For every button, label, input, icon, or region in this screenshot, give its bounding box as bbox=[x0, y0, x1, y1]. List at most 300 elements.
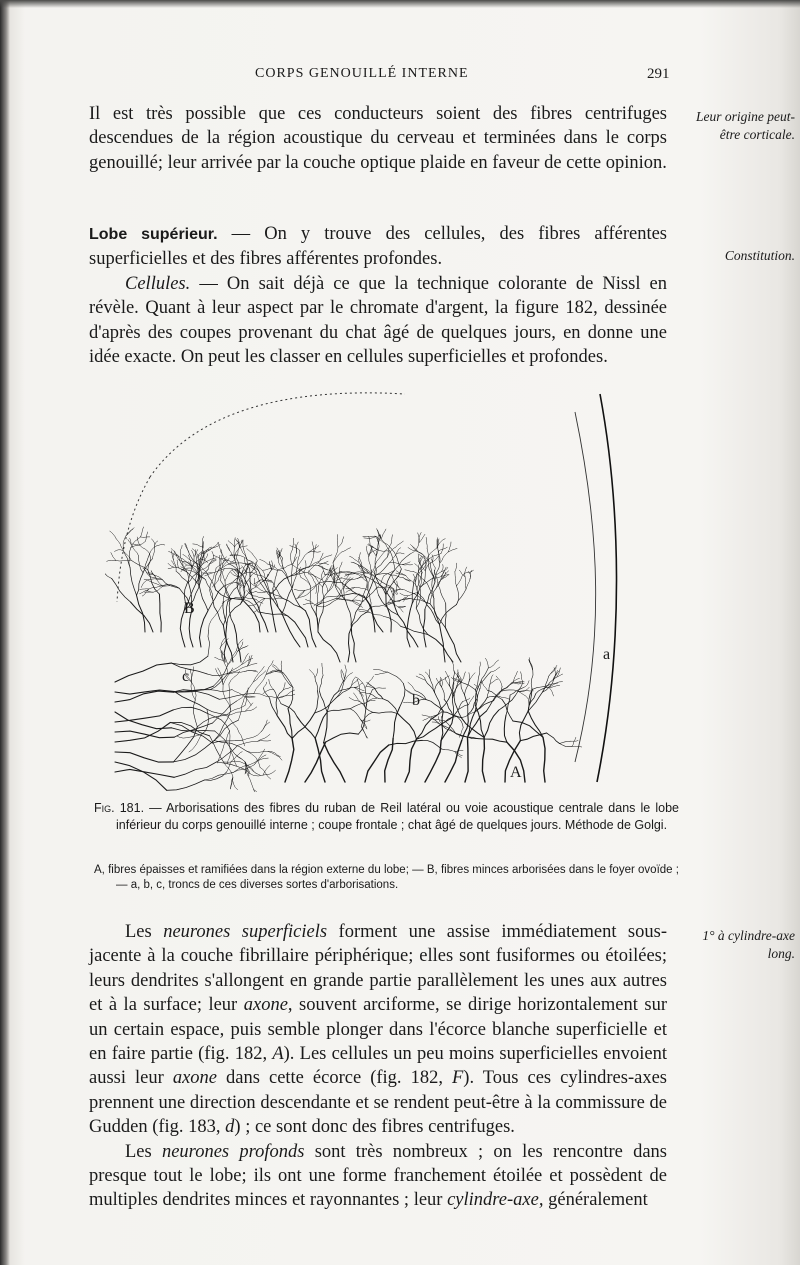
figure-legend bbox=[94, 863, 679, 893]
fiber-branch bbox=[259, 598, 265, 608]
fiber-branch bbox=[430, 604, 445, 628]
term-axone: axone bbox=[243, 995, 288, 1016]
fiber-branch bbox=[210, 690, 232, 692]
legend-text: A, fibres épaisses et ramifiées dans la région externe du lobe; — B, fibres minces arborisées dans le foyer ovoïde ; — a, b, c, troncs de ces diverses sortes d'arborisations. bbox=[94, 864, 679, 891]
fiber-branch bbox=[177, 560, 178, 567]
fiber-branch bbox=[464, 570, 473, 573]
fiber-branch bbox=[107, 560, 116, 561]
fiber-branch bbox=[469, 673, 475, 682]
fiber-branch bbox=[417, 724, 442, 739]
fiber-branch bbox=[465, 695, 468, 715]
fiber-branch bbox=[264, 682, 267, 688]
fiber-branch bbox=[137, 573, 144, 596]
fiber-branch bbox=[315, 669, 318, 678]
fiber-branch bbox=[398, 714, 417, 740]
fiber-branch bbox=[389, 740, 422, 745]
fiber-branch bbox=[292, 713, 315, 738]
fiber-branch bbox=[318, 563, 328, 565]
fiber-branch bbox=[285, 738, 294, 782]
fiber-branch bbox=[485, 658, 488, 668]
fiber-branch bbox=[346, 601, 352, 625]
fiber-branch bbox=[283, 687, 290, 690]
fiber-branch bbox=[326, 733, 359, 742]
fiber-branch bbox=[322, 555, 332, 559]
fiber-branch bbox=[225, 569, 232, 581]
fiber-branch bbox=[560, 744, 573, 747]
term-neurones-profonds: neurones profonds bbox=[161, 1141, 305, 1162]
fiber-branch bbox=[141, 527, 144, 537]
fiber-branch bbox=[324, 743, 345, 783]
fiber-branch bbox=[245, 707, 257, 711]
fiber-branch bbox=[349, 697, 360, 701]
fiber-branch bbox=[189, 555, 193, 568]
fiber-branch bbox=[435, 681, 441, 692]
fiber-branch bbox=[418, 593, 427, 605]
fiber-branch bbox=[319, 581, 341, 583]
fiber-branch bbox=[405, 739, 417, 782]
fiber-branch bbox=[482, 737, 485, 782]
fiber-branch bbox=[326, 596, 341, 607]
fiber-branch bbox=[231, 572, 238, 577]
fiber-branch bbox=[167, 780, 205, 790]
fiber-branch bbox=[214, 720, 238, 740]
fiber-branch bbox=[418, 554, 419, 562]
fiber-branch bbox=[296, 542, 298, 553]
figure-label-A: A bbox=[510, 764, 522, 781]
fiber-branch bbox=[261, 720, 267, 732]
fiber-branch bbox=[261, 722, 270, 732]
fiber-branch bbox=[333, 552, 342, 563]
fiber-branch bbox=[339, 562, 342, 572]
fiber-branch bbox=[263, 568, 271, 570]
fiber-branch bbox=[205, 554, 208, 561]
fiber-branch bbox=[301, 577, 311, 586]
fiber-branch bbox=[173, 552, 175, 560]
fiber-branch bbox=[310, 587, 312, 607]
fiber-branch bbox=[191, 667, 193, 682]
fiber-branch bbox=[265, 598, 283, 599]
fiber-branch bbox=[189, 744, 197, 752]
fiber-branch bbox=[299, 567, 301, 577]
fiber-branch bbox=[256, 563, 262, 570]
fiber-branch bbox=[180, 545, 182, 554]
fiber-branch bbox=[115, 752, 174, 762]
fiber-branch bbox=[174, 741, 215, 762]
fiber-branch bbox=[397, 553, 405, 554]
fiber-branch bbox=[193, 700, 197, 727]
fiber-branch bbox=[148, 553, 151, 570]
fiber-branch bbox=[317, 592, 328, 606]
fiber-branch bbox=[204, 772, 233, 780]
fiber-branch bbox=[496, 676, 502, 687]
fiber-branch bbox=[247, 549, 252, 554]
fiber-branch bbox=[232, 690, 245, 697]
fiber-branch bbox=[499, 696, 516, 711]
fiber-branch bbox=[440, 605, 457, 625]
fiber-branch bbox=[403, 702, 412, 703]
fiber-branch bbox=[465, 577, 466, 589]
fiber-branch bbox=[323, 587, 324, 605]
fiber-branch bbox=[465, 567, 467, 577]
fiber-branch bbox=[402, 562, 410, 565]
fiber-branch bbox=[388, 672, 404, 683]
fiber-branch bbox=[126, 528, 134, 536]
fiber-branch bbox=[417, 715, 438, 740]
fiber-branch bbox=[241, 658, 252, 664]
fiber-branch bbox=[454, 697, 461, 718]
fiber-branch bbox=[345, 665, 346, 676]
fiber-branch bbox=[200, 611, 209, 647]
fiber-branch bbox=[115, 710, 173, 722]
fiber-branch bbox=[315, 677, 318, 690]
fiber-branch bbox=[141, 580, 147, 588]
fiber-branch bbox=[455, 751, 463, 752]
fiber-branch bbox=[519, 692, 528, 699]
fiber-branch bbox=[291, 549, 293, 565]
fiber-branch bbox=[229, 711, 245, 715]
fiber-branch bbox=[176, 571, 189, 583]
fiber-branch bbox=[381, 529, 386, 539]
text-run: généralement bbox=[543, 1190, 648, 1211]
fiber-branch bbox=[215, 571, 219, 590]
fiber-branch bbox=[319, 675, 323, 691]
fiber-branch bbox=[191, 550, 194, 556]
fiber-branch bbox=[375, 672, 388, 674]
fiber-branch bbox=[333, 547, 338, 563]
fiber-branch bbox=[318, 605, 324, 632]
fiber-branch bbox=[415, 582, 418, 593]
fiber-branch bbox=[283, 598, 306, 610]
fiber-branch bbox=[115, 769, 174, 777]
fiber-branch bbox=[423, 717, 430, 721]
fig-ref-A: A bbox=[272, 1044, 284, 1065]
fiber-branch bbox=[542, 676, 548, 692]
fiber-branch bbox=[244, 600, 258, 612]
subsection-heading: Cellules. bbox=[125, 273, 191, 294]
fiber-branch bbox=[350, 709, 361, 720]
fiber-branch bbox=[258, 741, 271, 742]
scan-shadow-left bbox=[0, 0, 10, 1265]
figure-caption bbox=[94, 800, 679, 834]
fiber-branch bbox=[227, 604, 241, 624]
fiber-branch bbox=[442, 749, 455, 752]
fiber-branch bbox=[441, 564, 443, 571]
fiber-branch bbox=[533, 685, 550, 690]
fiber-branch bbox=[504, 715, 507, 742]
fiber-branch bbox=[110, 531, 117, 539]
fiber-branch bbox=[400, 593, 408, 596]
fiber-branch bbox=[252, 553, 257, 561]
fig-ref-F: F bbox=[451, 1068, 464, 1089]
fiber-branch bbox=[228, 541, 235, 547]
fiber-branch bbox=[478, 739, 507, 743]
fiber-branch bbox=[306, 611, 317, 647]
fiber-branch bbox=[397, 581, 401, 589]
fiber-branch bbox=[572, 746, 582, 747]
fiber-branch bbox=[426, 537, 427, 548]
fiber-branch bbox=[138, 555, 143, 573]
fiber-branch bbox=[223, 731, 230, 750]
fiber-branch bbox=[403, 577, 411, 581]
fiber-branch bbox=[157, 545, 165, 546]
fiber-branch bbox=[390, 551, 395, 569]
fiber-branch bbox=[445, 604, 446, 628]
fiber-branch bbox=[428, 635, 453, 663]
fiber-branch bbox=[361, 712, 372, 726]
figure-drawing bbox=[105, 382, 630, 792]
fig-ref-d: d bbox=[225, 1117, 235, 1138]
scan-shadow-top bbox=[0, 0, 800, 8]
fiber-branch bbox=[140, 545, 150, 553]
figure-label-a: a bbox=[603, 646, 611, 663]
fiber-branch bbox=[303, 603, 313, 605]
fiber-branch bbox=[290, 546, 300, 551]
fiber-branch bbox=[291, 566, 292, 588]
fiber-branch bbox=[151, 571, 156, 578]
fiber-branch bbox=[423, 609, 426, 647]
fiber-branch bbox=[229, 671, 240, 684]
fiber-branch bbox=[416, 676, 425, 680]
paragraph-neurones bbox=[89, 920, 667, 1213]
fiber-branch bbox=[396, 571, 406, 576]
fiber-branch bbox=[248, 605, 255, 606]
fiber-branch bbox=[396, 541, 404, 547]
fiber-branch bbox=[376, 576, 383, 588]
fiber-branch bbox=[238, 701, 243, 720]
fiber-branch bbox=[422, 740, 442, 749]
fiber-branch bbox=[441, 544, 443, 554]
term-axone: axone bbox=[172, 1068, 218, 1089]
fiber-branch bbox=[466, 579, 470, 589]
fiber-branch bbox=[151, 539, 154, 547]
fiber-branch bbox=[273, 570, 278, 589]
fiber-branch bbox=[416, 608, 428, 634]
fiber-branch bbox=[216, 762, 246, 770]
fiber-branch bbox=[430, 679, 434, 692]
text-run: ). Les cellules un peu moins superficielles envoient aussi leur bbox=[89, 1044, 667, 1089]
text-run: Les bbox=[125, 922, 164, 942]
fiber-branch bbox=[457, 705, 469, 712]
fiber-branch bbox=[305, 583, 319, 590]
fiber-branch bbox=[140, 589, 149, 594]
fiber-branch bbox=[227, 583, 236, 588]
fiber-branch bbox=[549, 687, 554, 696]
fiber-branch bbox=[172, 656, 208, 665]
fiber-branch bbox=[209, 612, 218, 630]
fiber-branch bbox=[445, 741, 462, 783]
fiber-branch bbox=[288, 616, 308, 647]
fiber-branch bbox=[442, 687, 445, 700]
fiber-branch bbox=[263, 765, 270, 775]
paragraph-lobe-superieur bbox=[89, 222, 667, 369]
fiber-branch bbox=[258, 734, 271, 741]
fiber-branch bbox=[115, 731, 174, 738]
fiber-branch bbox=[475, 683, 480, 705]
fiber-branch bbox=[352, 600, 364, 601]
text-run: sont très nombreux ; on les rencontre dans presque tout le lobe; ils ont une forme franchement étoilée et possèdent de multiples dendrites minces et rayonnantes ; leur bbox=[89, 1141, 667, 1211]
text-run: , souvent arciforme, se dirige horizontalement sur un certain espace, puis semble plonger dans l'écorce blanche superficielle et en faire partie (fig. 182, bbox=[89, 995, 667, 1065]
fiber-branch bbox=[350, 703, 365, 709]
fiber-branch bbox=[208, 630, 210, 656]
margin-note-constitution: Constitution. bbox=[724, 248, 795, 263]
fiber-branch bbox=[543, 737, 545, 782]
figure-number: Fig. 181. bbox=[94, 801, 145, 815]
text-run: Les bbox=[125, 1141, 162, 1162]
fiber-branch bbox=[276, 698, 277, 715]
fiber-branch bbox=[315, 691, 319, 713]
fiber-branch bbox=[547, 733, 560, 744]
fiber-branch bbox=[238, 538, 241, 547]
margin-note-cylindre-axe: 1° à cylindre-axe long. bbox=[702, 928, 795, 961]
fiber-branch bbox=[384, 616, 401, 626]
fiber-branch bbox=[482, 681, 488, 691]
fiber-branch bbox=[210, 736, 224, 762]
caption-text: — Arborisations des fibres du ruban de Reil latéral ou voie acoustique centrale dans le lobe inférieur du corps genouillé interne ; coupe frontale ; chat âgé de quelques jours. Méthode de Golgi. bbox=[116, 801, 679, 832]
fiber-branch bbox=[410, 544, 419, 552]
fiber-branch bbox=[319, 691, 327, 712]
fiber-branch bbox=[531, 671, 533, 689]
fiber-branch bbox=[396, 573, 406, 575]
fiber-branch bbox=[367, 546, 369, 557]
fiber-branch bbox=[487, 692, 501, 711]
fiber-branch bbox=[247, 751, 268, 753]
fiber-branch bbox=[220, 555, 221, 566]
fiber-branch bbox=[220, 638, 225, 649]
text-run: ). Tous ces cylindres-axes prennent une direction descendante et se rendent peut-être à la commissure de Gudden (fig. 183, bbox=[89, 1068, 667, 1138]
fiber-branch bbox=[260, 559, 268, 564]
fiber-branch bbox=[284, 569, 292, 586]
fiber-branch bbox=[465, 737, 468, 782]
fiber-branch bbox=[137, 595, 146, 632]
fiber-branch bbox=[221, 552, 229, 564]
fiber-branch bbox=[177, 736, 189, 738]
fiber-branch bbox=[211, 542, 219, 549]
fiber-branch bbox=[234, 625, 241, 662]
paragraph-text: — On y trouve des cellules, des fibres afférentes superficielles et des fibres afférentes profondes. bbox=[89, 224, 668, 270]
fiber-branch bbox=[116, 560, 131, 561]
fiber-branch bbox=[400, 684, 405, 708]
fiber-branch bbox=[254, 578, 255, 586]
fiber-branch bbox=[388, 603, 399, 607]
fiber-branch bbox=[223, 587, 227, 601]
running-title: CORPS GENOUILLÉ INTERNE bbox=[255, 66, 469, 81]
figure-label-c: c bbox=[182, 668, 190, 685]
fiber-branch bbox=[237, 682, 254, 701]
fiber-branch bbox=[488, 660, 498, 668]
fiber-branch bbox=[377, 549, 390, 551]
fiber-branch bbox=[405, 570, 414, 572]
fiber-branch bbox=[269, 679, 274, 689]
fiber-branch bbox=[391, 535, 393, 544]
fiber-branch bbox=[140, 589, 149, 590]
fiber-branch bbox=[111, 553, 116, 561]
page-number: 291 bbox=[647, 66, 670, 82]
fiber-branch bbox=[253, 666, 264, 682]
fiber-branch bbox=[254, 694, 278, 699]
fiber-branch bbox=[322, 663, 323, 675]
paragraph-origin bbox=[89, 102, 667, 175]
fiber-branch bbox=[553, 671, 559, 680]
fiber-branch bbox=[341, 572, 352, 573]
fiber-branch bbox=[386, 595, 391, 632]
fiber-branch bbox=[391, 548, 402, 569]
fiber-branch bbox=[491, 667, 500, 672]
fiber-branch bbox=[484, 710, 499, 737]
fiber-branch bbox=[350, 556, 360, 562]
fiber-branch bbox=[131, 602, 154, 632]
fiber-branch bbox=[223, 668, 233, 685]
fiber-branch bbox=[133, 544, 141, 546]
fiber-branch bbox=[344, 580, 351, 589]
fiber-branch bbox=[132, 545, 138, 555]
fiber-branch bbox=[231, 751, 237, 766]
fiber-branch bbox=[288, 687, 293, 708]
fiber-branch bbox=[293, 538, 294, 549]
fiber-branch bbox=[319, 575, 326, 586]
section-heading: Lobe supérieur. bbox=[89, 226, 218, 243]
fiber-branch bbox=[238, 741, 258, 745]
fiber-branch bbox=[379, 548, 388, 558]
fiber-branch bbox=[455, 572, 457, 586]
fiber-branch bbox=[115, 762, 167, 790]
fiber-branch bbox=[318, 632, 340, 662]
fiber-branch bbox=[291, 586, 305, 611]
fiber-branch bbox=[159, 594, 161, 632]
term-cylindre-axe: cylindre-axe, bbox=[447, 1190, 544, 1211]
fiber-branch bbox=[274, 689, 282, 703]
paragraph-text: — On sait déjà ce que la technique colorante de Nissl en révèle. Quant à leur aspect par le chromate d'argent, la figure 182, dessinée d'après des coupes provenant du chat âgé de quelques jours, en donne une idée exacte. On peut les classer en cellules superficielles et profondes. bbox=[89, 273, 667, 368]
fiber-branch bbox=[204, 547, 212, 554]
fiber-branch bbox=[174, 762, 216, 777]
fiber-branch bbox=[266, 570, 272, 580]
fiber-branch bbox=[115, 663, 172, 682]
fiber-branch bbox=[243, 732, 262, 741]
fiber-branch bbox=[213, 701, 237, 723]
figure-label-b: b bbox=[412, 692, 420, 709]
fiber-branch bbox=[419, 674, 425, 680]
fiber-branch bbox=[440, 552, 448, 563]
text-run: forment une assise immédiatement sous-jacente à la couche fibrillaire périphérique; elles sont fusiformes ou étoilées; leurs dendrites s'allongent en grande partie parallèlement les unes aux autres et à la surface; leur bbox=[89, 922, 667, 1016]
fiber-branch bbox=[304, 561, 306, 573]
fiber-branch bbox=[173, 707, 208, 714]
fiber-branch bbox=[315, 738, 325, 782]
fiber-branch bbox=[199, 586, 208, 611]
nerve-fiber-illustration bbox=[105, 382, 630, 792]
fiber-branch bbox=[246, 764, 260, 775]
fiber-branch bbox=[373, 669, 387, 672]
fiber-branch bbox=[268, 751, 282, 760]
fiber-branch bbox=[116, 539, 123, 550]
fiber-branch bbox=[254, 789, 266, 792]
figure-label-B: B bbox=[184, 600, 195, 617]
fiber-branch bbox=[351, 625, 356, 662]
fiber-branch bbox=[445, 628, 461, 662]
fiber-branch bbox=[112, 579, 131, 603]
fiber-branch bbox=[469, 696, 474, 705]
fiber-branch bbox=[373, 712, 398, 714]
fiber-branch bbox=[255, 749, 265, 762]
fiber-branch bbox=[280, 549, 282, 557]
fiber-branch bbox=[328, 709, 351, 712]
fiber-branch bbox=[244, 573, 253, 574]
fiber-branch bbox=[298, 553, 308, 566]
fiber-branch bbox=[475, 674, 479, 690]
fiber-branch bbox=[253, 596, 265, 599]
fiber-branch bbox=[228, 560, 241, 563]
fiber-branch bbox=[408, 682, 415, 690]
fiber-branch bbox=[327, 596, 341, 597]
fiber-branch bbox=[342, 548, 351, 552]
